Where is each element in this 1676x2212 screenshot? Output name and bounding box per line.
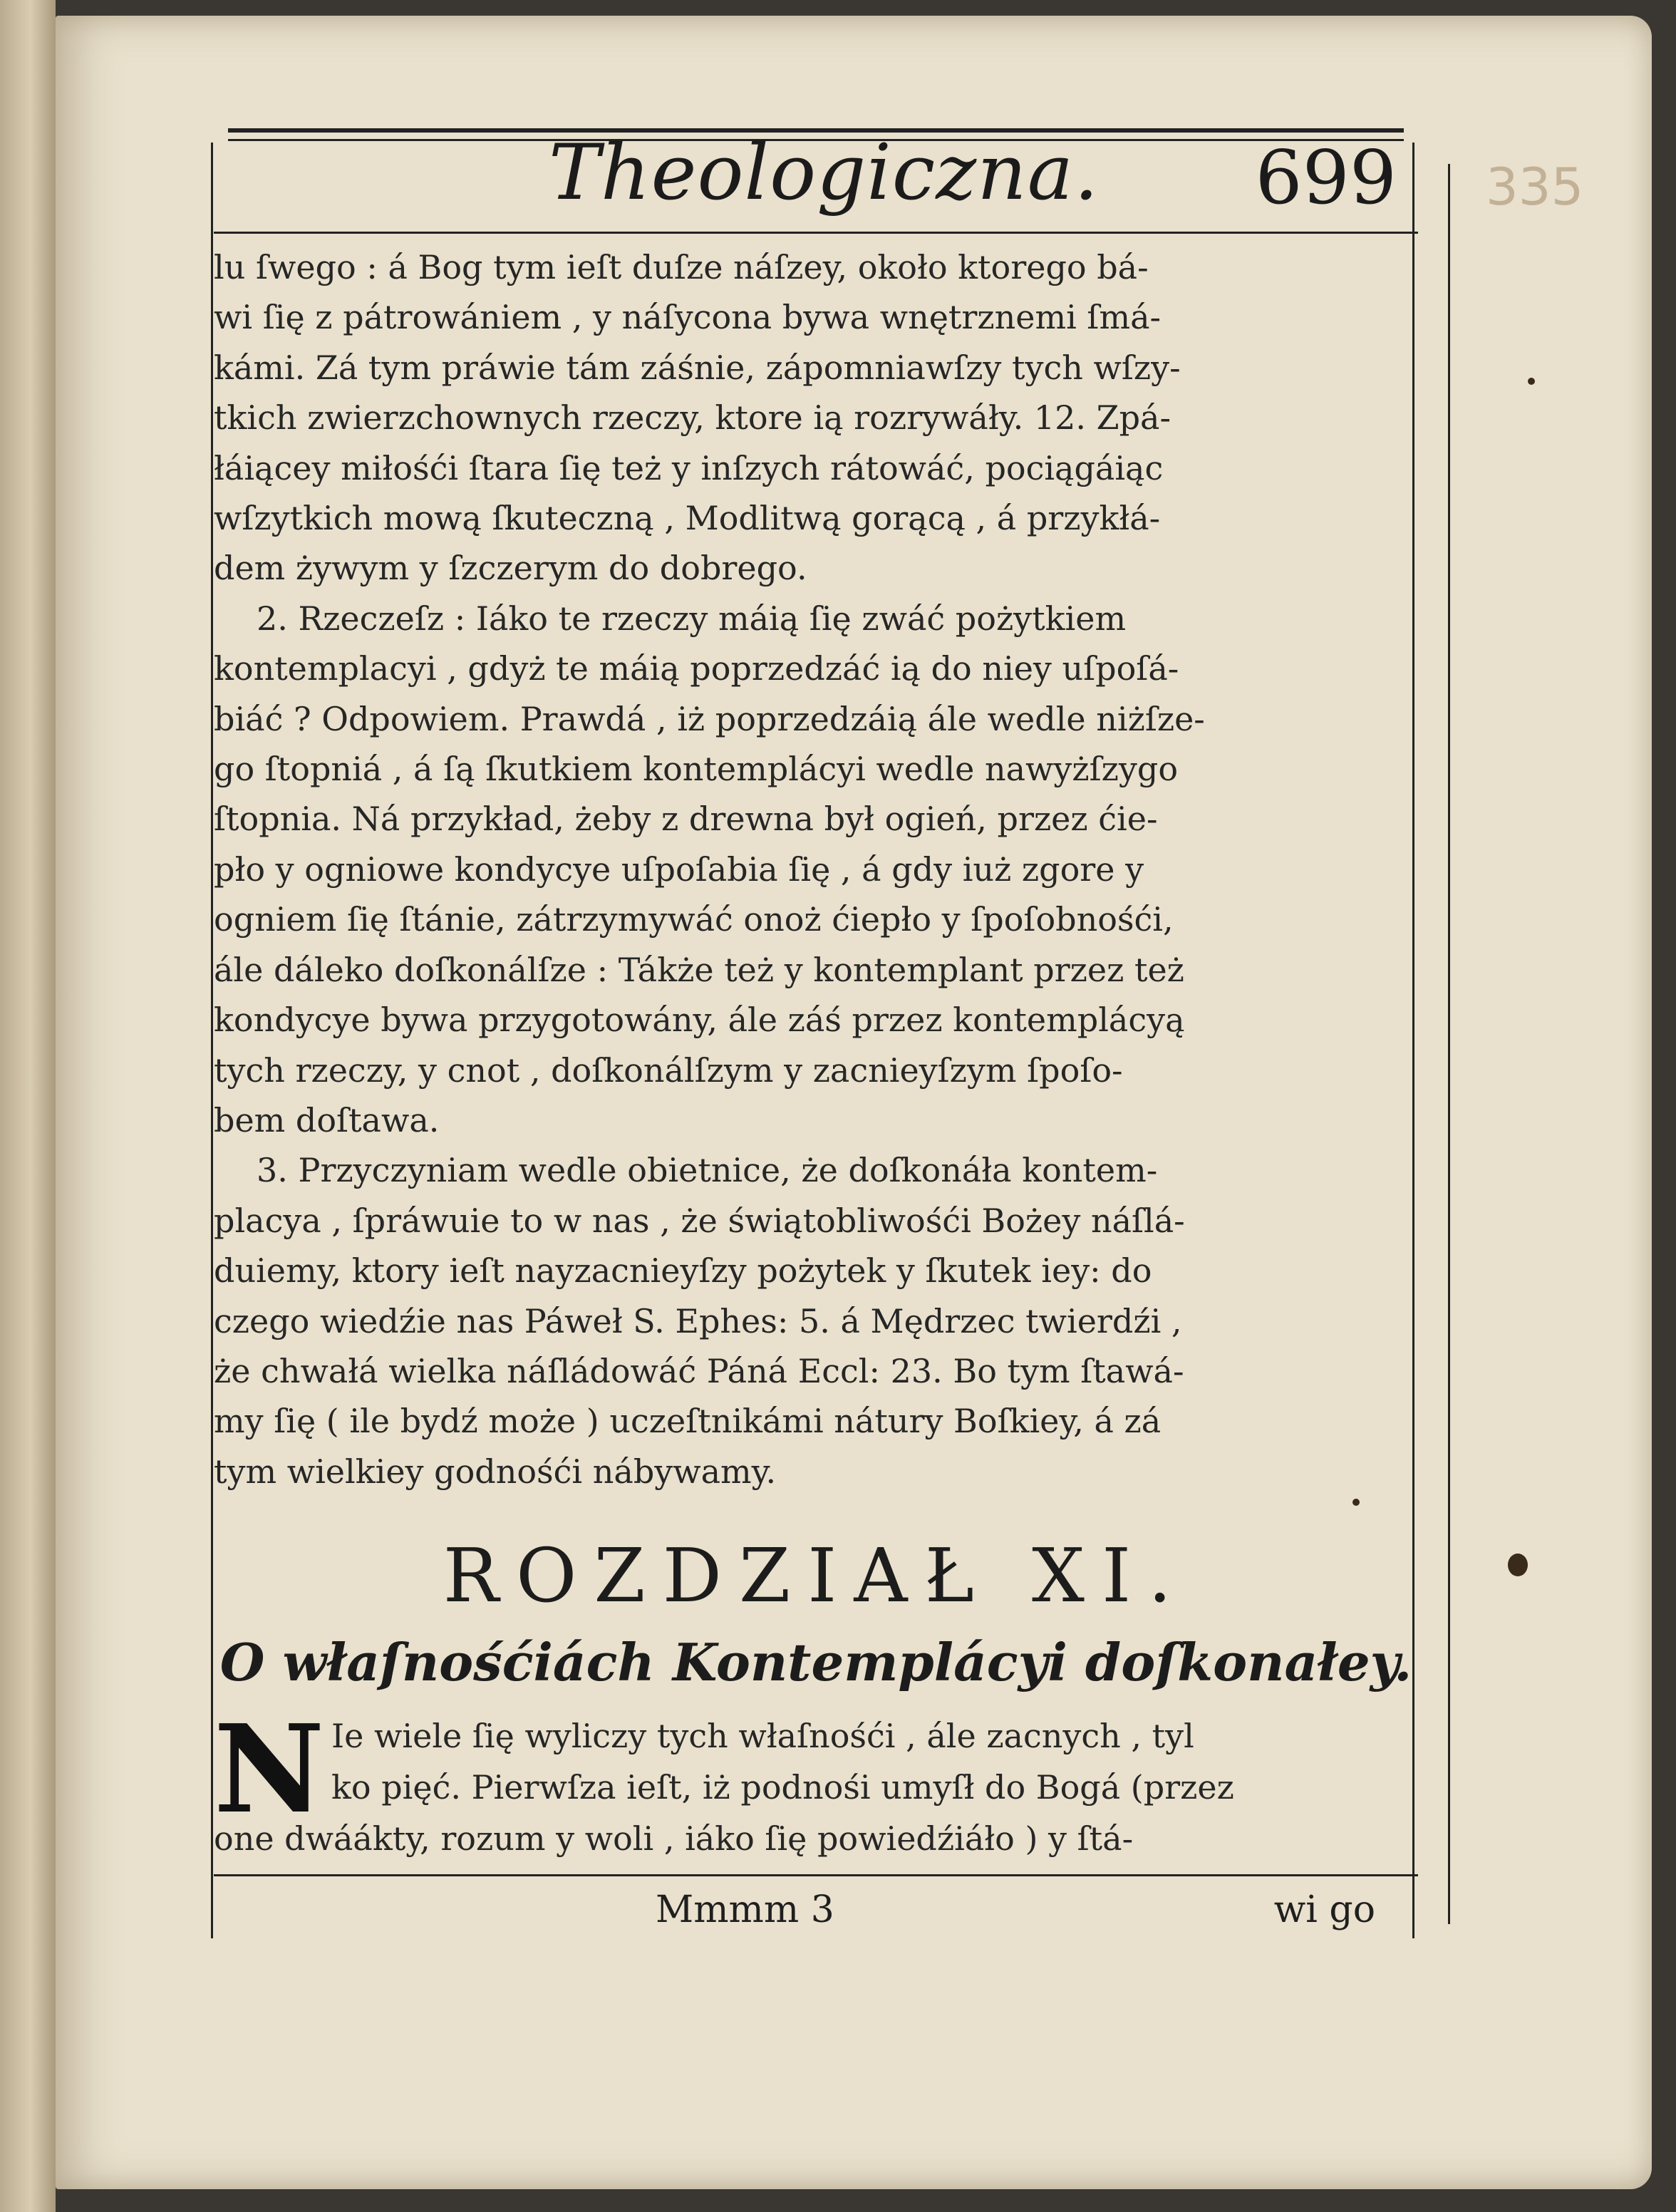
text-line: placya , ſpráwuie to w nas , że świątobliwośći Bożey náſlá- — [214, 1201, 1185, 1240]
text-line: ko pięć. Pierwſza ieſt, iż podnośi umyſł do Bogá (przez — [331, 1768, 1234, 1807]
text-line: kontemplacyi , gdyż te máią poprzedzáć ią do niey uſpoſá- — [214, 649, 1179, 688]
text-line: wi ſię z pátrowániem , y náſycona bywa wnętrznemi ſmá- — [214, 298, 1162, 337]
ink-spot — [1352, 1499, 1360, 1506]
text-line: dem żywym y ſzczerym do dobrego. — [214, 549, 807, 588]
text-line: duiemy, ktory ieſt nayzacnieyſzy pożytek y ſkutek iey: do — [214, 1251, 1152, 1291]
text-line: ále dáleko doſkonálſze : Tákże też y kontemplant przez też — [214, 950, 1184, 989]
text-line: ogniem ſię ſtánie, zátrzymywáć onoż ćiepło y ſpoſobnośći, — [214, 900, 1174, 939]
left-page-edge — [0, 0, 56, 2212]
text-line: one dwáákty, rozum y woli , iáko ſię powiedźiáło ) y ſtá- — [214, 1819, 1134, 1858]
text-line: pło y ogniowe kondycye uſpoſabia ſię , á gdy iuż zgore y — [214, 849, 1144, 889]
text-line: Ie wiele ſię wyliczy tych właſnośći , ále zacnych , tyl — [331, 1717, 1194, 1755]
text-line: że chwałá wielka náſládowáć Páná Eccl: 23. Bo tym ſtawá- — [214, 1351, 1184, 1390]
text-line: tkich zwierzchownych rzeczy, ktore ią rozrywáły. 12. Zpá- — [214, 398, 1171, 438]
page-number: 699 — [1255, 134, 1397, 221]
text-line: tych rzeczy, y cnot , doſkonálſzym y zacnieyſzym ſpoſo- — [214, 1050, 1123, 1090]
chapter-opening-text — [214, 1698, 1418, 1864]
text-line: tym wielkiey godnośći nábywamy. — [214, 1452, 777, 1491]
page-footer — [214, 1888, 1418, 1945]
text-line: 3. Przyczyniam wedle obietnice, że doſkonáła kontem- — [257, 1151, 1158, 1190]
text-line: ſtopnia. Ná przykład, żeby z drewna był ogień, przez ćie- — [214, 800, 1158, 839]
running-title: Theologiczna. — [549, 128, 1100, 217]
running-head — [228, 128, 1404, 235]
catchword: wi go — [1273, 1888, 1375, 1931]
left-frame-rule — [211, 143, 213, 1938]
ink-spot — [1528, 378, 1535, 385]
manuscript-page-number: 335 — [1486, 157, 1584, 217]
text-line: czego wiedźie nas Páweł S. Ephes: 5. á Mędrzec twierdźi , — [214, 1301, 1182, 1340]
chapter-subtitle: O właſnośćiách Kontemplácyi doſkonałey. — [219, 1632, 1412, 1692]
text-line: go ſtopniá , á ſą ſkutkiem kontemplácyi wedle nawyżſzygo — [214, 750, 1179, 789]
bottom-rule — [214, 1874, 1418, 1876]
outer-right-rule — [1448, 164, 1450, 1924]
body-text — [214, 242, 1418, 1497]
text-line: 2. Rzeczeſz : Iáko te rzeczy máią ſię zwáć pożytkiem — [257, 599, 1127, 638]
text-line: wſzytkich mową ſkuteczną , Modlitwą gorącą , á przykłá- — [214, 499, 1161, 538]
text-line: my ſię ( ile bydź może ) uczeſtnikámi nátury Boſkiey, á zá — [214, 1402, 1162, 1441]
text-line: lu ſwego : á Bog tym ieſt duſze náſzey, około ktorego bá- — [214, 248, 1149, 286]
text-line: kondycye bywa przygotowány, ále záś przez kontemplácyą — [214, 1001, 1185, 1040]
text-line: biáć ? Odpowiem. Prawdá , iż poprzedzáią ále wedle niżſze- — [214, 699, 1205, 738]
text-line: łáiącey miłośći ſtara ſię też y inſzych rátowáć, pociągáiąc — [214, 448, 1164, 487]
signature-mark: Mmmm 3 — [656, 1888, 834, 1931]
text-line: bem doſtawa. — [214, 1100, 440, 1139]
drop-cap: N — [214, 1698, 325, 1841]
chapter-heading: ROZDZIAŁ XI. — [443, 1532, 1189, 1619]
ink-spot — [1508, 1554, 1528, 1576]
text-line: kámi. Zá tym práwie tám záśnie, zápomniawſzy tych wſzy- — [214, 348, 1181, 387]
